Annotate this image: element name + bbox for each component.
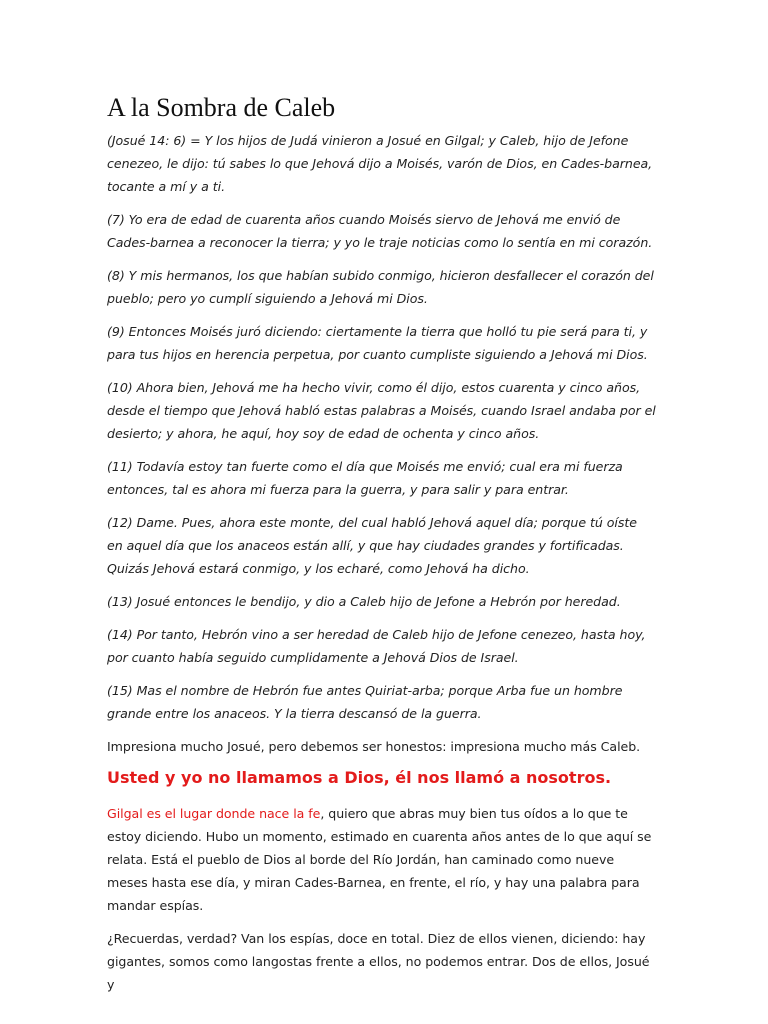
intro-paragraph: Impresiona mucho Josué, pero debemos ser honestos: impresiona mucho más Caleb. (107, 738, 641, 754)
paragraph-1-text: , quiero que abras muy bien tus oídos a lo que te estoy diciendo. Hubo un momento, estimado en cuarenta años antes de lo que aquí se relata. Está el pueblo de Dios al borde del Río Jordán, han caminado como nueve meses hasta ese día, y miran Cades-Barnea, en frente, el río, y hay una palabra para mandar espías. (107, 806, 652, 914)
verse-7: (7) Yo era de edad de cuarenta años cuando Moisés siervo de Jehová me envió de Cades-barnea a reconocer la tierra; y yo le traje noticias como lo sentía en mi corazón. (107, 211, 653, 250)
verse-12: (12) Dame. Pues, ahora este monte, del cual habló Jehová aquel día; porque tú oíste en aquel día que los anaceos están allí, y que hay ciudades grandes y fortificadas. Quizás Jehová estará conmigo, y los echaré, como Jehová ha dicho. (107, 514, 637, 576)
verse-9: (9) Entonces Moisés juró diciendo: ciertamente la tierra que holló tu pie será para ti, y para tus hijos en herencia perpetua, por cuanto cumpliste siguiendo a Jehová mi Dios. (107, 323, 648, 362)
page-title: A la Sombra de Caleb (107, 93, 336, 122)
verse-8: (8) Y mis hermanos, los que habían subido conmigo, hicieron desfallecer el corazón del pueblo; pero yo cumplí siguiendo a Jehová mi Dios. (107, 267, 654, 306)
verse-14: (14) Por tanto, Hebrón vino a ser heredad de Caleb hijo de Jefone cenezeo, hasta hoy, por cuanto había seguido cumplidamente a Jehová Dios de Israel. (107, 626, 646, 665)
verse-13: (13) Josué entonces le bendijo, y dio a Caleb hijo de Jefone a Hebrón por heredad. (107, 593, 621, 609)
highlighted-phrase: Gilgal es el lugar donde nace la fe (107, 806, 321, 822)
verse-15: (15) Mas el nombre de Hebrón fue antes Quiriat-arba; porque Arba fue un hombre grande entre los anaceos. Y la tierra descansó de la guerra. (107, 682, 623, 721)
section-subheading: Usted y yo no llamamos a Dios, él nos llamó a nosotros. (107, 767, 612, 787)
verse-10: (10) Ahora bien, Jehová me ha hecho vivir, como él dijo, estos cuarenta y cinco años, desde el tiempo que Jehová habló estas palabras a Moisés, cuando Israel andaba por el desierto; y ahora, he aquí, hoy soy de edad de ochenta y cinco años. (107, 379, 656, 441)
verse-11: (11) Todavía estoy tan fuerte como el día que Moisés me envió; cual era mi fuerza entonces, tal es ahora mi fuerza para la guerra, y para salir y para entrar. (107, 458, 623, 497)
verse-6: (Josué 14: 6) = Y los hijos de Judá vinieron a Josué en Gilgal; y Caleb, hijo de Jefone cenezeo, le dijo: tú sabes lo que Jehová dijo a Moisés, varón de Dios, en Cades-barnea, tocante a mí y a ti. (107, 132, 653, 194)
body-paragraph-2: ¿Recuerdas, verdad? Van los espías, doce en total. Diez de ellos vienen, diciendo: hay gigantes, somos como langostas frente a ellos, no podemos entrar. Dos de ellos, Josué y (107, 931, 650, 993)
body-paragraph-1 (107, 802, 656, 917)
